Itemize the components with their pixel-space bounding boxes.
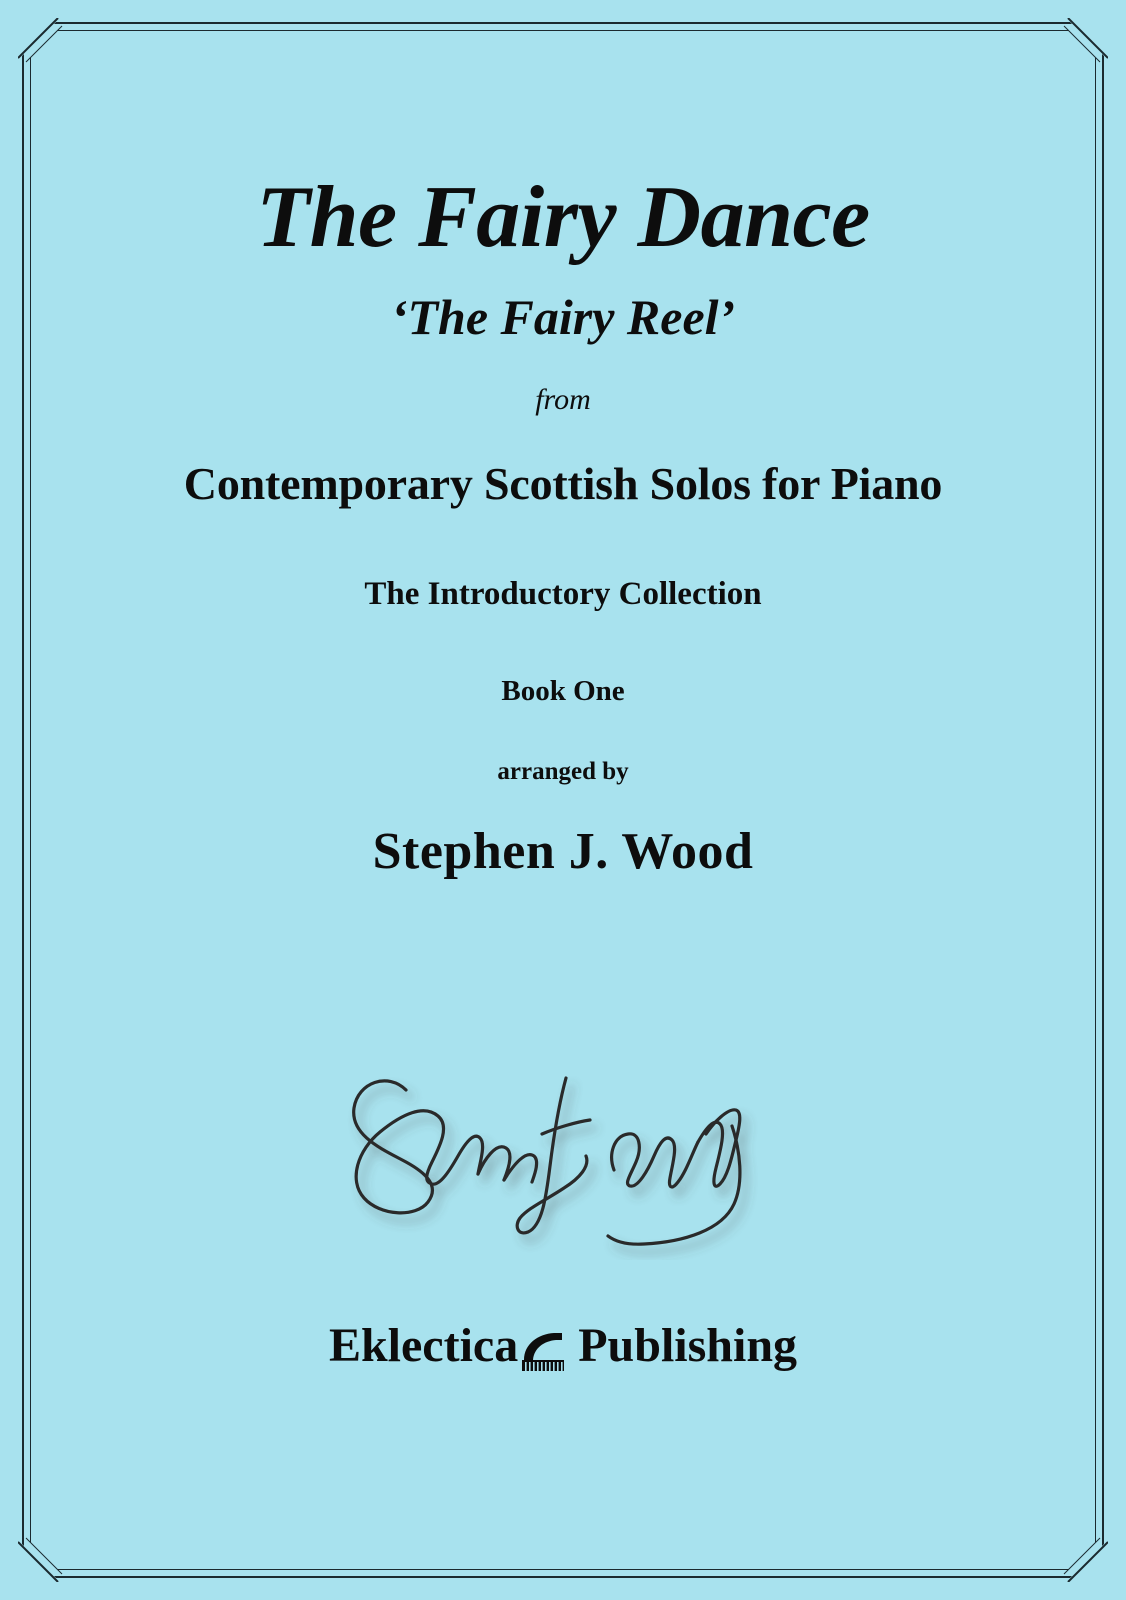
page-subtitle: ‘The Fairy Reel’: [390, 289, 736, 346]
arranged-by-label: arranged by: [497, 758, 629, 786]
publisher-name: Eklectica: [328, 1319, 519, 1372]
collection-title: Contemporary Scottish Solos for Piano: [183, 458, 943, 510]
corner-ornament-bottom-right: [1050, 1524, 1108, 1582]
corner-ornament-bottom-left: [18, 1524, 76, 1582]
book-number: Book One: [501, 675, 625, 708]
signature-icon: [328, 1030, 798, 1260]
page-title: The Fairy Dance: [256, 169, 870, 266]
series-title: The Introductory Collection: [364, 576, 762, 613]
publisher-logo: [0, 1319, 1126, 1372]
publisher-word: Publishing: [578, 1319, 798, 1372]
from-label: from: [535, 383, 591, 417]
grand-piano-icon: [520, 1330, 566, 1374]
author-name: Stephen J. Wood: [372, 823, 754, 881]
